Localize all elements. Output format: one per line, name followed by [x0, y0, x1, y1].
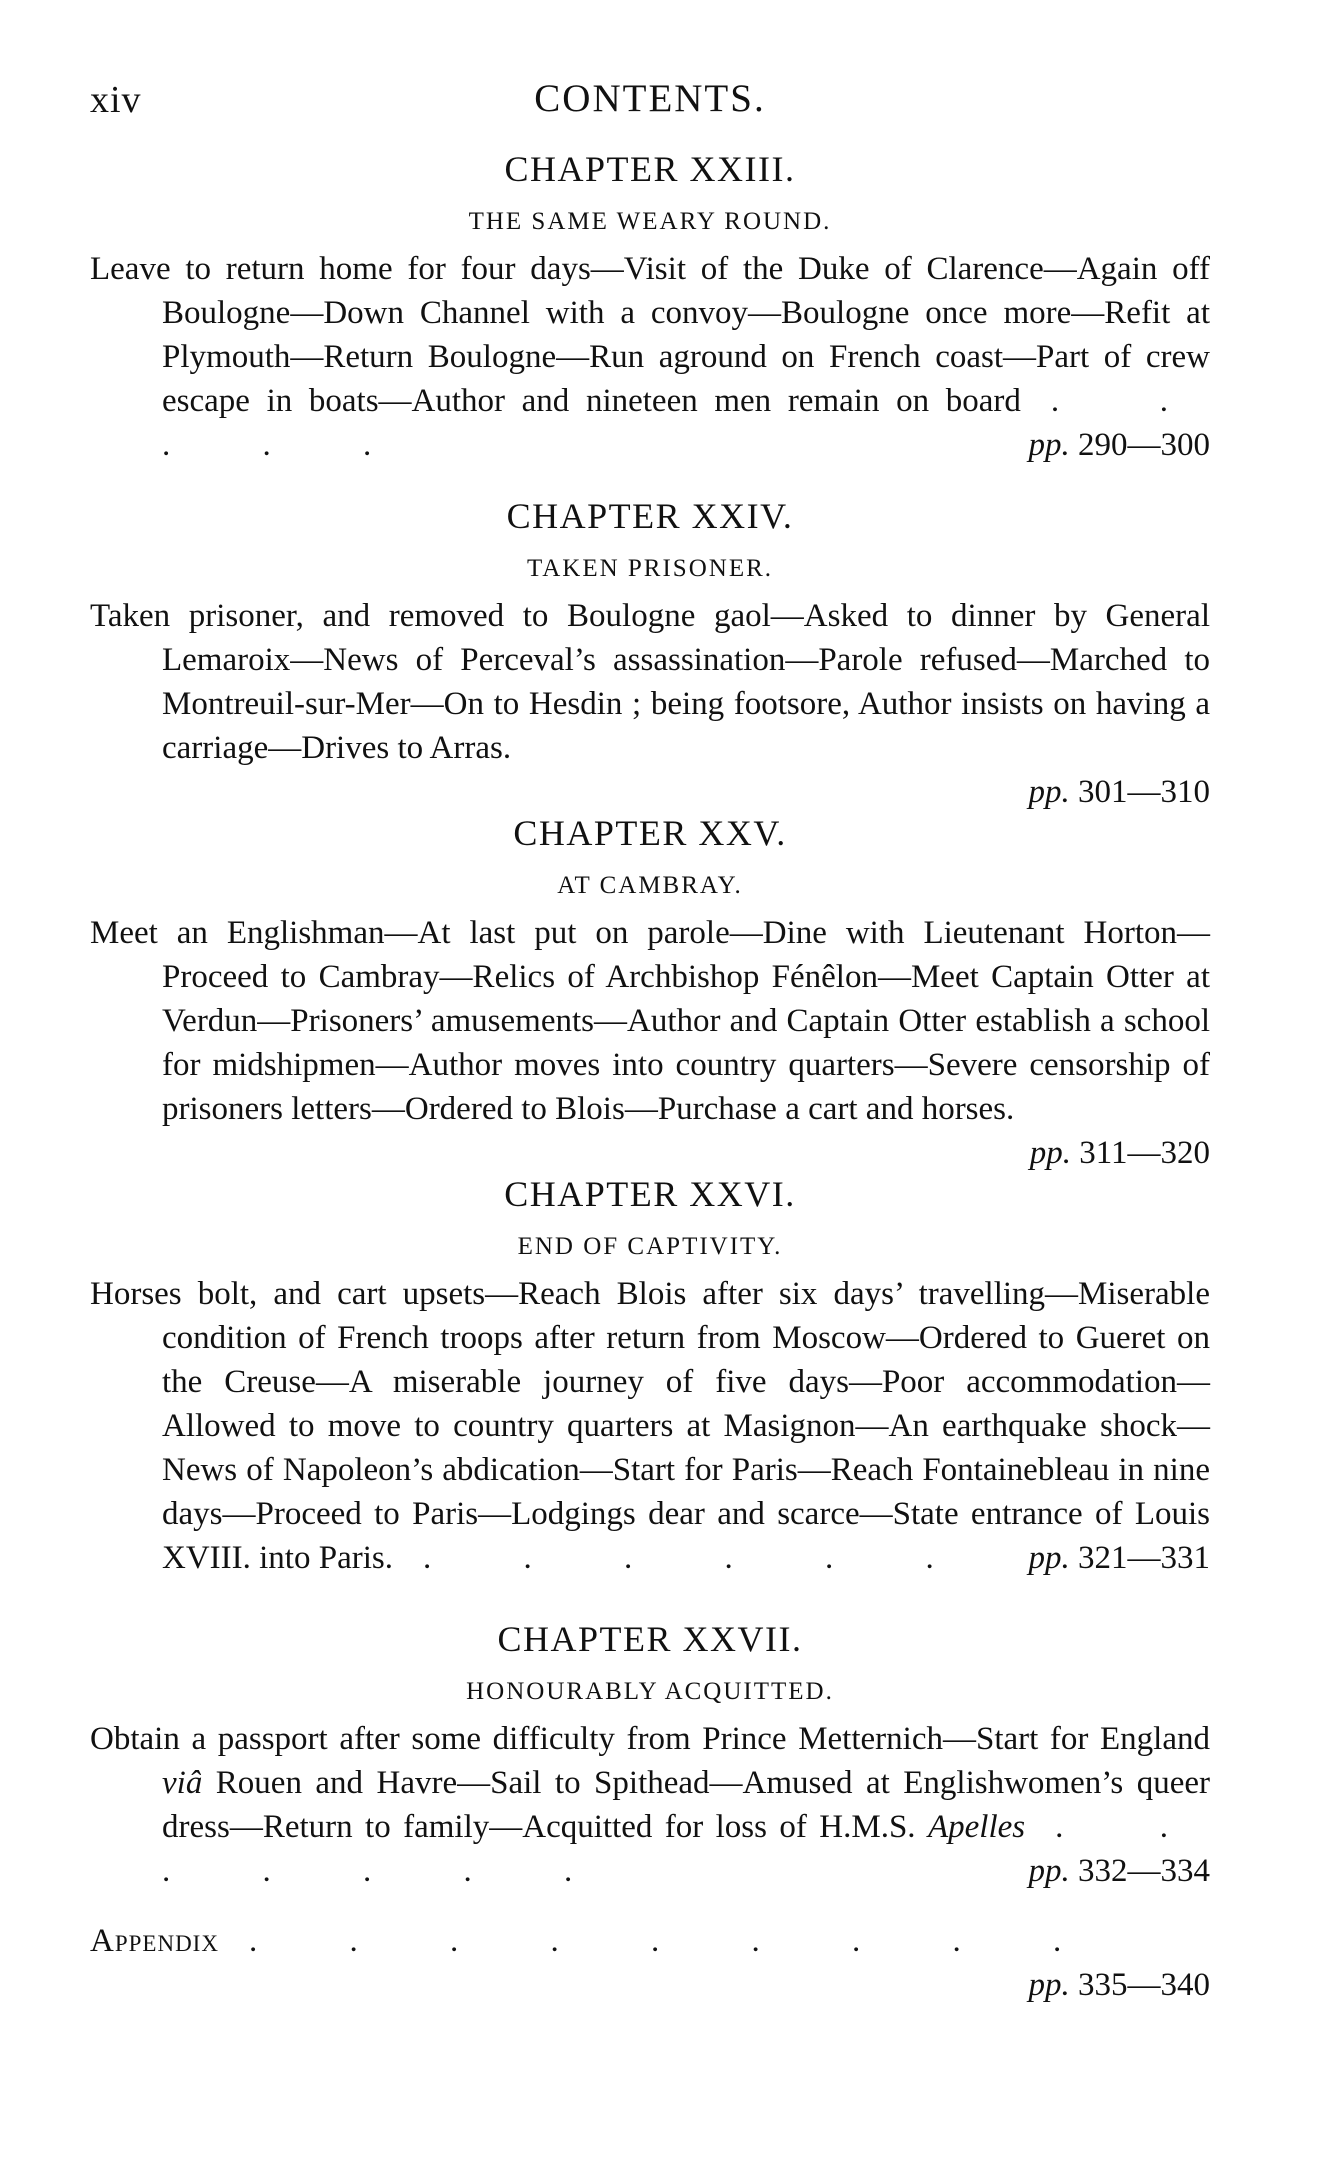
pp-abbrev: pp. [1028, 774, 1070, 811]
page-range [1029, 1536, 1211, 1580]
page-numbers: 332—334 [1078, 1853, 1210, 1890]
chapter-summary [90, 594, 1210, 770]
page-header [90, 70, 1210, 140]
page-range [1029, 1963, 1211, 2007]
chapter-title: CHAPTER XXV. [513, 813, 787, 854]
chapter-title: CHAPTER XXVII. [497, 1619, 803, 1660]
pp-abbrev: pp. [1028, 1540, 1070, 1577]
leader-dots: . . . . . . . . . [248, 1923, 1104, 1960]
ship-name: Apelles [927, 1809, 1026, 1846]
page-numbers: 335—340 [1078, 1967, 1210, 2004]
pp-abbrev: pp. [1028, 427, 1070, 464]
pp-abbrev: pp. [1028, 1967, 1070, 2004]
chapter-entry [90, 1620, 1210, 1893]
page-numbers: 311—320 [1079, 1135, 1210, 1172]
chapter-title: CHAPTER XXVI. [504, 1174, 796, 1215]
page-number: xiv [90, 79, 142, 121]
chapter-summary [90, 1717, 1210, 1893]
chapter-entry [90, 814, 1210, 1175]
leader-dots: . . . . . [162, 383, 1210, 464]
summary-text: Horses bolt, and cart upsets—Reach Blois after six days’ travelling—Miserable condition of French troops after return from Moscow—Ordered to Gueret on the Creuse—A miserable journey of five days—Poor accommodation—Allowed to move to country quarters at Masignon—An earthquake shock—News of Napoleon’s abdication—Start for Paris—Reach Fontainebleau in nine days—Proceed to Paris—Lodgings dear and scarce—State entrance of Louis XVIII. into Paris. [90, 1276, 1210, 1577]
chapter-entry [90, 150, 1210, 467]
chapter-entry [90, 497, 1210, 814]
chapter-entry [90, 1175, 1210, 1580]
chapter-subtitle: TAKEN PRISONER. [526, 554, 774, 582]
page-range [1029, 423, 1211, 467]
summary-text: Obtain a passport after some difficulty from Prince Metternich—Start for England [90, 1721, 1210, 1758]
summary-text: Meet an Englishman—At last put on parole—Dine with Lieutenant Horton—Proceed to Cambray—Relics of Archbishop Fénêlon—Meet Captain Otter at Verdun—Prisoners’ amusements—Author and Captain Otter establish a school for midshipmen—Author moves into country quarters—Severe censorship of prisoners letters—Ordered to Blois—Purchase a cart and horses. [90, 915, 1210, 1128]
page-range [90, 770, 1210, 814]
page-range [1029, 1849, 1211, 1893]
page-numbers: 321—331 [1078, 1540, 1210, 1577]
leader-dots: . . . . . . [422, 1540, 976, 1577]
summary-text: Leave to return home for four days—Visit of the Duke of Clarence—Again off Boulogne—Down Channel with a convoy—Boulogne once more—Refit at Plymouth—Return Boulogne—Run aground on French coast—Part of crew escape in boats—Author and nineteen men remain on board [90, 251, 1210, 420]
summary-italic-via: viâ [162, 1765, 203, 1802]
chapter-title: CHAPTER XXIV. [506, 496, 794, 537]
page-range [90, 1131, 1210, 1175]
chapter-subtitle: AT CAMBRAY. [557, 871, 743, 899]
chapter-summary [90, 911, 1210, 1131]
chapter-title: CHAPTER XXIII. [504, 149, 796, 189]
chapter-summary [90, 1272, 1210, 1580]
leader-dots: . . . . . . . [162, 1809, 1211, 1890]
contents-page [90, 70, 1210, 2007]
summary-text: Rouen and Havre—Sail to Spithead—Amused at Englishwomen’s queer dress—Return to family—Acquitted for loss of H.M.S. [162, 1765, 1211, 1846]
appendix-label: Appendix [90, 1923, 219, 1960]
chapter-summary [90, 247, 1210, 467]
chapter-subtitle: HONOURABLY ACQUITTED. [466, 1677, 834, 1705]
pp-abbrev: pp. [1028, 1853, 1070, 1890]
appendix-entry [90, 1919, 1210, 2004]
chapter-subtitle: THE SAME WEARY ROUND. [468, 207, 832, 235]
page-numbers: 301—310 [1078, 774, 1210, 811]
page-numbers: 290—300 [1078, 427, 1210, 464]
summary-text: Taken prisoner, and removed to Boulogne gaol—Asked to dinner by General Lemaroix—News of Perceval’s assassination—Parole refused—Marched to Montreuil-sur-Mer—On to Hesdin ; being footsore, Author insists on having a carriage—Drives to Arras. [90, 598, 1210, 767]
chapter-subtitle: END OF CAPTIVITY. [517, 1232, 783, 1260]
running-title: CONTENTS. [534, 77, 766, 120]
pp-abbrev: pp. [1029, 1135, 1071, 1172]
